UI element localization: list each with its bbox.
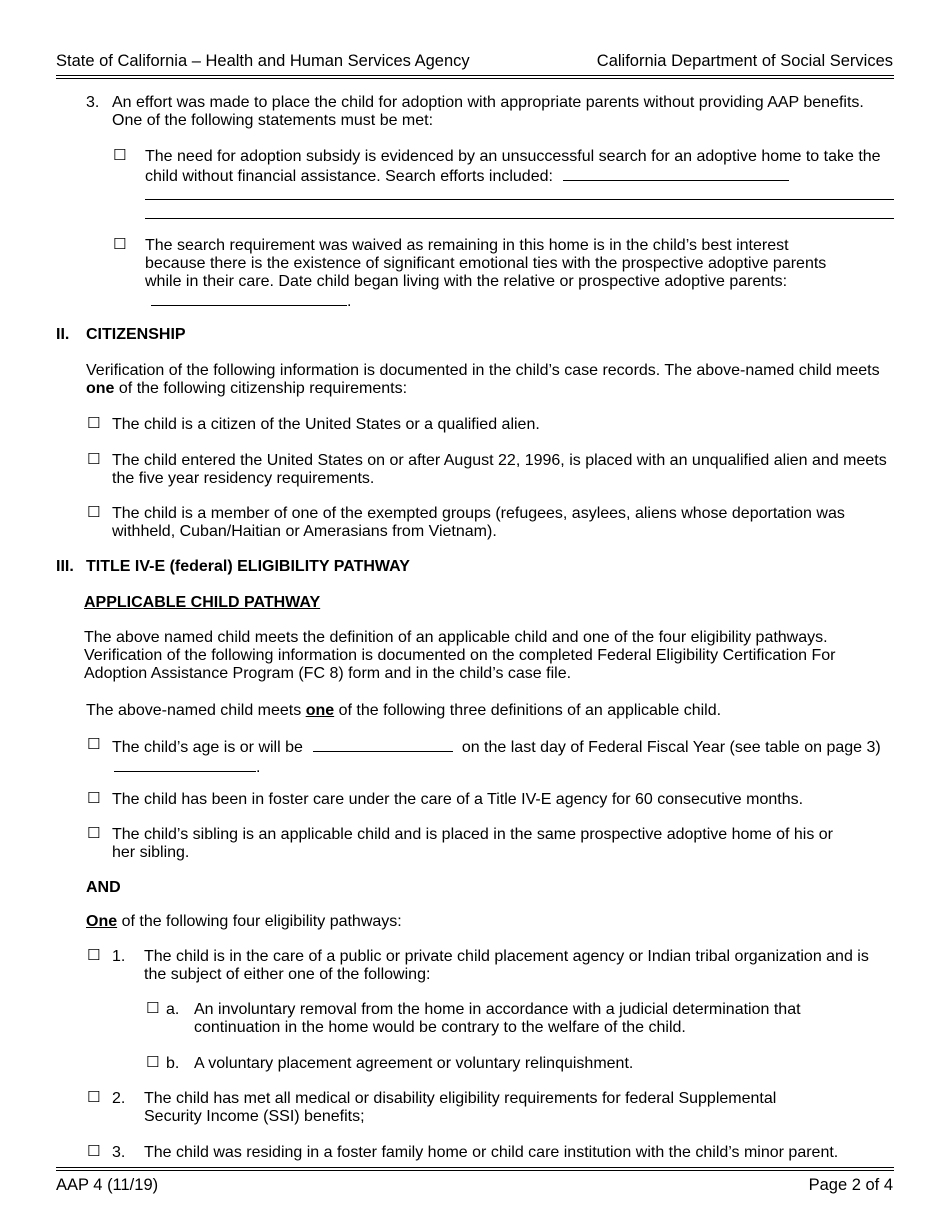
meets-emphasis: one	[305, 702, 335, 719]
fiscal-year-field[interactable]	[114, 757, 256, 772]
checkbox[interactable]: ☐	[113, 146, 127, 164]
search-efforts-line[interactable]	[145, 199, 894, 200]
checkbox[interactable]: ☐	[87, 824, 101, 842]
and-label: AND	[86, 879, 121, 896]
header-agency: State of California – Health and Human Services Agency	[56, 52, 470, 70]
item3-option2	[145, 237, 845, 311]
age-text: on the last day of Federal Fiscal Year (see table on	[461, 739, 823, 756]
definition-age	[112, 737, 882, 777]
age-text: page 3)	[826, 739, 881, 756]
applicable-child-meets	[86, 702, 886, 720]
citizenship-intro-text: of the following citizenship requirements:	[118, 380, 408, 397]
pathway-2-text: The child has met all medical or disability eligibility requirements for federal Supplemental Security Income (SSI) benefits;	[144, 1090, 777, 1125]
search-efforts-field[interactable]	[563, 166, 789, 181]
header-department: California Department of Social Services	[596, 52, 893, 70]
pathway-2-number: 2.	[112, 1090, 126, 1107]
checkbox[interactable]: ☐	[146, 999, 160, 1017]
citizenship-intro-emphasis: one	[86, 380, 115, 397]
section-iii-title: TITLE IV-E (federal) ELIGIBILITY PATHWAY	[86, 558, 410, 575]
section-iii-number: III.	[56, 558, 74, 575]
pathways-intro-text: of the following four eligibility pathways:	[121, 913, 402, 930]
footer-page-number: Page 2 of 4	[808, 1176, 893, 1194]
pathway-3-number: 3.	[112, 1144, 126, 1161]
footer-divider	[56, 1167, 894, 1171]
period: .	[256, 759, 261, 776]
checkbox[interactable]: ☐	[113, 235, 127, 253]
item3-option2-text: The search requirement was waived as remaining in this home is in the child’s best interest because there is the existence of significant emotional ties with the prospective adoptive parents while in their care. Date child began living with the relative or prospective adoptive parents:	[145, 237, 827, 290]
age-text: The child’s age is or will be	[112, 739, 303, 756]
checkbox[interactable]: ☐	[87, 503, 101, 521]
pathways-intro	[86, 913, 886, 931]
period: .	[347, 293, 352, 310]
footer-form-number: AAP 4 (11/19)	[56, 1176, 159, 1194]
citizenship-intro	[86, 362, 891, 398]
pathway-1a-letter: a.	[166, 1001, 180, 1018]
applicable-child-intro: The above named child meets the definition of an applicable child and one of the four eligibility pathways. Verification of the following information is documented on the completed Federal Eligibility Certification For Adoption Assistance Program (FC 8) form and in the child’s case file.	[84, 629, 836, 682]
citizenship-item-2: The child entered the United States on or after August 22, 1996, is placed with an unqualified alien and meets the five year residency requirements.	[112, 452, 887, 487]
item3-number: 3.	[86, 94, 100, 111]
citizenship-item-3: The child is a member of one of the exempted groups (refugees, asylees, aliens whose deportation was withheld, Cuban/Haitian or Amerasians from Vietnam).	[112, 505, 845, 540]
pathways-emphasis: One	[86, 913, 118, 930]
pathway-1b-letter: b.	[166, 1055, 180, 1072]
pathway-3-text: The child was residing in a foster family home or child care institution with the child’s minor parent.	[144, 1144, 839, 1161]
item3-text: An effort was made to place the child for adoption with appropriate parents without providing AAP benefits. One of the following statements must be met:	[112, 94, 864, 129]
checkbox[interactable]: ☐	[87, 1142, 101, 1160]
item3-option1	[145, 148, 890, 186]
citizenship-item-1: The child is a citizen of the United States or a qualified alien.	[112, 416, 540, 433]
date-began-living-field[interactable]	[151, 291, 347, 306]
pathway-1b-text: A voluntary placement agreement or voluntary relinquishment.	[194, 1055, 634, 1072]
pathway-1a-text: An involuntary removal from the home in accordance with a judicial determination that continuation in the home would be contrary to the welfare of the child.	[194, 1001, 801, 1036]
item3-option1-text: The need for adoption subsidy is evidenced by an unsuccessful search for an adoptive home to take the child without financial assistance. Search efforts included:	[145, 148, 881, 185]
applicable-child-subtitle: APPLICABLE CHILD PATHWAY	[84, 594, 321, 611]
citizenship-intro-text: Verification of the following information is documented in the child’s case records. The above-named child meets	[86, 362, 880, 379]
pathway-1-text: The child is in the care of a public or private child placement agency or Indian tribal organization and is the subject of either one of the following:	[144, 948, 869, 983]
checkbox[interactable]: ☐	[87, 946, 101, 964]
checkbox[interactable]: ☐	[87, 414, 101, 432]
section-ii-number: II.	[56, 326, 70, 343]
checkbox[interactable]: ☐	[146, 1053, 160, 1071]
checkbox[interactable]: ☐	[87, 735, 101, 753]
section-ii-title: CITIZENSHIP	[86, 326, 186, 343]
pathway-1-number: 1.	[112, 948, 126, 965]
age-field[interactable]	[313, 737, 453, 752]
search-efforts-line[interactable]	[145, 218, 894, 219]
meets-text: of the following three definitions of an applicable child.	[338, 702, 722, 719]
definition-foster-care: The child has been in foster care under the care of a Title IV-E agency for 60 consecutive months.	[112, 791, 804, 808]
checkbox[interactable]: ☐	[87, 1088, 101, 1106]
header-divider	[56, 75, 894, 79]
checkbox[interactable]: ☐	[87, 789, 101, 807]
checkbox[interactable]: ☐	[87, 450, 101, 468]
meets-text: The above-named child meets	[86, 702, 302, 719]
definition-sibling: The child’s sibling is an applicable child and is placed in the same prospective adoptive home of his or her sibling.	[112, 826, 834, 861]
